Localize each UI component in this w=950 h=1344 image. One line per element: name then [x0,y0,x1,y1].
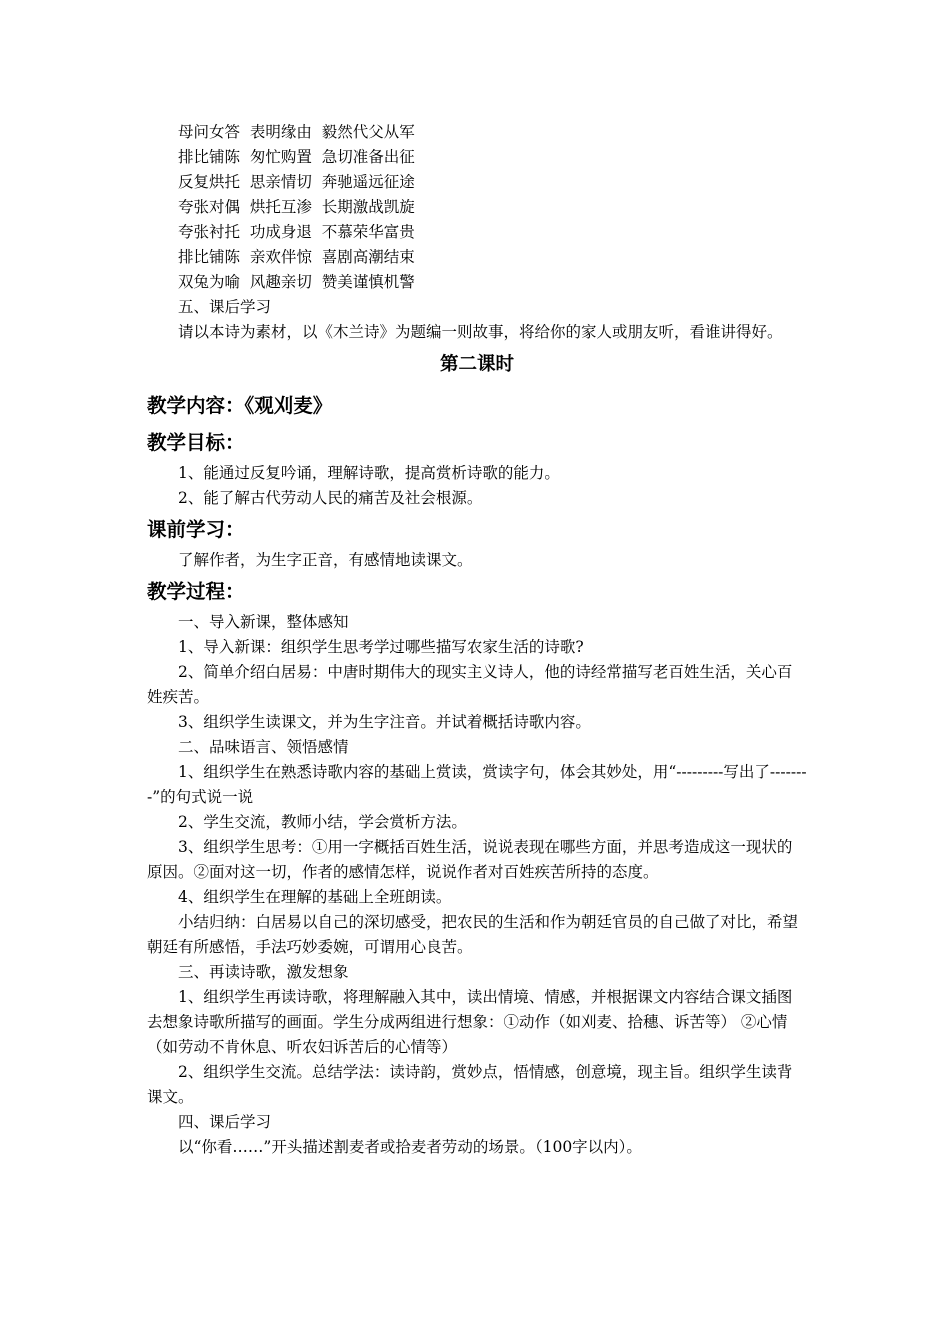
process-heading: 教学过程： [147,580,245,603]
lesson-title: 第二课时 [439,354,514,375]
goal-item: 1、能通过反复吟诵，理解诗歌，提高赏析诗歌的能力。 [178,464,560,482]
section-5-title: 五、课后学习 [178,298,272,316]
content-heading: 教学内容：《观刈麦》 [147,394,333,417]
process-item: 3、组织学生思考：①用一字概括百姓生活，说说表现在哪些方面，并思考造成这一现状的原因。②面对这一切，作者的感情怎样，说说作者对百姓疾苦所持的态度。 [147,838,793,881]
process-item: 3、组织学生读课文，并为生字注音。并试着概括诗歌内容。 [178,713,591,731]
summary-line: 夸张对偶 烘托互渗 长期激战凯旋 [178,198,415,216]
section-5-text: 请以本诗为素材，以《木兰诗》为题编一则故事，将给你的家人或朋友听，看谁讲得好。 [178,323,783,341]
process-item: 二、品味语言、领悟感情 [178,738,349,756]
process-item: 2、简单介绍白居易：中唐时期伟大的现实主义诗人，他的诗经常描写老百姓生活，关心百姓疾苦。 [147,663,793,706]
goal-item: 2、能了解古代劳动人民的痛苦及社会根源。 [178,489,483,507]
summary-line: 夸张衬托 功成身退 不慕荣华富贵 [178,223,415,241]
process-item: 1、组织学生在熟悉诗歌内容的基础上赏读，赏读字句，体会其妙处，用“---------写出了--------”的句式说一说 [147,763,807,806]
summary-line: 排比铺陈 匆忙购置 急切准备出征 [178,148,415,166]
summary-line: 双兔为喻 风趣亲切 赞美谨慎机警 [178,273,415,291]
summary-line: 反复烘托 思亲情切 奔驰遥远征途 [178,173,415,191]
process-item: 三、再读诗歌，激发想象 [178,963,349,981]
process-item: 四、课后学习 [178,1113,272,1131]
process-item: 以“你看……”开头描述割麦者或拾麦者劳动的场景。（100字以内）。 [178,1138,642,1156]
document-body [147,120,807,1160]
process-item: 2、组织学生交流。总结学法：读诗韵，赏妙点，悟情感，创意境，现主旨。组织学生读背课文。 [147,1063,793,1106]
process-item: 1、组织学生再读诗歌，将理解融入其中，读出情境、情感，并根据课文内容结合课文插图去想象诗歌所描写的画面。学生分成两组进行想象：①动作（如刈麦、拾穗、诉苦等） ②心情（如劳动不肯休息、听农妇诉苦后的心情等） [147,988,793,1056]
summary-lines [147,120,807,295]
goals-heading: 教学目标： [147,431,245,454]
process-item: 1、导入新课：组织学生思考学过哪些描写农家生活的诗歌? [178,638,584,656]
process-item: 2、学生交流，教师小结，学会赏析方法。 [178,813,467,831]
summary-line: 排比铺陈 亲欢伴惊 喜剧高潮结束 [178,248,415,266]
process-item: 小结归纳：白居易以自己的深切感受，把农民的生活和作为朝廷官员的自己做了对比，希望朝廷有所感悟，手法巧妙委婉，可谓用心良苦。 [147,913,799,956]
summary-line: 母问女答 表明缘由 毅然代父从军 [178,123,415,141]
process-item: 一、导入新课，整体感知 [178,613,349,631]
prestudy-heading: 课前学习： [147,518,245,541]
process-item: 4、组织学生在理解的基础上全班朗读。 [178,888,452,906]
prestudy-text: 了解作者，为生字正音，有感情地读课文。 [178,551,473,569]
